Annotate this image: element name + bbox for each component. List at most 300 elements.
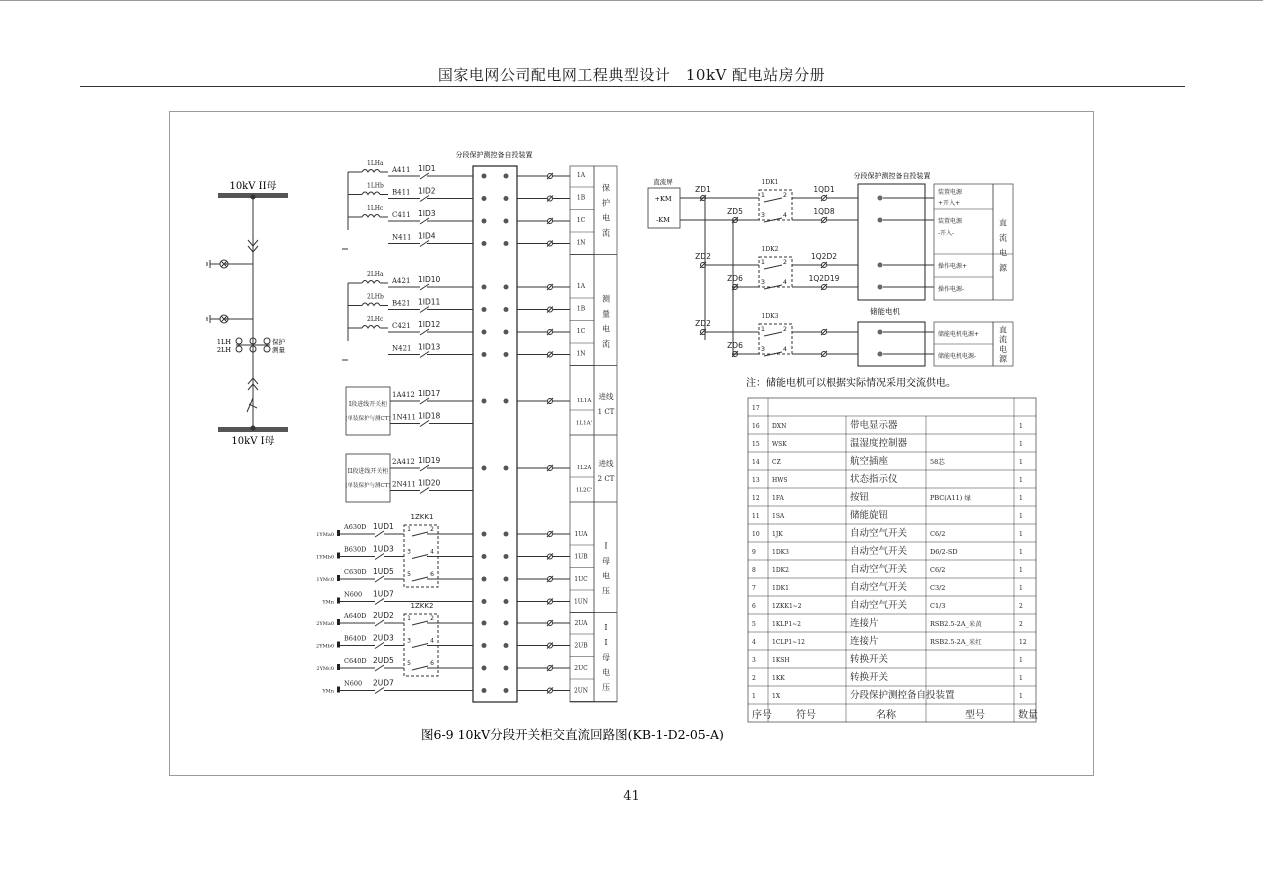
bom-cell-symbol: DXN [772, 423, 787, 430]
bom-header: 名称 [876, 710, 896, 721]
bom-cell-symbol: CZ [772, 459, 781, 466]
source-label: YMn [322, 688, 334, 695]
dc-right-label: 储能电机电源+ [938, 331, 980, 338]
bom-cell-qty: 1 [1019, 693, 1023, 700]
bom-header: 序号 [752, 710, 772, 721]
terminal-label: 1UD3 [373, 544, 394, 554]
breaker-pin: 3 [760, 211, 766, 219]
source-label: 1YMb0 [316, 554, 334, 561]
device-contact [504, 466, 509, 471]
device-contact [482, 621, 487, 626]
incoming-box-label: I段进线开关柜 [348, 401, 388, 408]
breaker-pin: 2 [782, 258, 788, 266]
breaker-contact [764, 198, 782, 202]
device-contact [482, 307, 487, 312]
wire-label: A411 [392, 166, 411, 174]
wire-label: N411 [392, 233, 412, 242]
dc-right-label: 储能电机电源- [938, 353, 977, 360]
bom-cell-model: PBC(A11) 绿 [930, 494, 971, 502]
source-terminal-block [337, 530, 340, 536]
source-terminal-block [337, 553, 340, 559]
device-contact [504, 643, 509, 648]
terminal-label: 1ID1 [418, 164, 436, 173]
source-terminal-block [337, 664, 340, 670]
incoming-box-note: (单装保护与测CT) [345, 416, 391, 422]
device-title-ac: 分段保护测控备自投装置 [455, 151, 533, 159]
bom-cell-index: 9 [752, 549, 756, 556]
device-contact [504, 599, 509, 604]
bom-cell-qty: 1 [1019, 495, 1023, 502]
dc-terminal-label: ZD2 [695, 319, 711, 328]
bom-cell-name: 航空插座 [850, 456, 889, 467]
device-contact [504, 399, 509, 404]
ct-winding-icon [362, 281, 380, 284]
code-label: 1UC [574, 576, 588, 583]
dc-right-label: -开入- [938, 230, 955, 237]
bom-cell-name: 储能旋钮 [850, 510, 889, 521]
device-contact [504, 621, 509, 626]
link-terminal-symbol [420, 421, 429, 427]
wire-label: B421 [392, 299, 411, 308]
device-contact [482, 174, 487, 179]
bom-cell-name: 连接片 [850, 618, 879, 629]
incoming-cabinet-box [346, 387, 390, 435]
bom-cell-index: 7 [752, 585, 756, 592]
terminal-label: 1ID4 [418, 231, 436, 241]
bom-cell-index: 10 [752, 531, 760, 538]
device-contact [504, 532, 509, 537]
wire-label: N600 [344, 590, 363, 599]
bom-cell-symbol: 1KLP1~2 [772, 621, 801, 628]
bom-cell-name: 温湿度控制器 [850, 438, 908, 449]
code-label: 1A [576, 283, 586, 290]
bom-cell-symbol: 1DK3 [772, 549, 789, 556]
dc-terminal-label: ZD2 [695, 252, 711, 261]
terminal-label: 1ID19 [418, 456, 441, 465]
bom-cell-name: 带电显示器 [850, 420, 898, 431]
bom-cell-name: 自动空气开关 [850, 600, 908, 611]
ct-name-label: 1LHa [367, 160, 384, 167]
breaker-contact [764, 265, 782, 269]
bom-cell-symbol: 1CLP1~12 [772, 639, 805, 646]
bom-cell-qty: 1 [1019, 675, 1023, 682]
bom-cell-model: D6/2-SD [930, 548, 958, 556]
dc-plus-label: +KM [654, 195, 672, 203]
device-contact [482, 577, 487, 582]
bom-cell-index: 12 [752, 495, 760, 502]
dc-side-label: 直流电源 [999, 325, 1007, 364]
dc-output-label: 1Q2D2 [811, 252, 837, 261]
terminal-label: 2UD3 [373, 633, 394, 643]
bom-cell-model: RSB2.5-2A_米黄 [930, 620, 982, 628]
bom-cell-index: 15 [752, 441, 760, 448]
wire-label: C640D [344, 657, 367, 665]
terminal-label: 1ID13 [418, 342, 441, 352]
breaker-pin: 2 [782, 325, 788, 333]
dc-right-label: 装置电源 [938, 218, 963, 225]
bom-cell-model: C6/2 [930, 566, 946, 574]
source-terminal-block [337, 619, 340, 625]
dc-breaker-label: 1DK1 [761, 179, 779, 186]
bom-cell-name: 转换开关 [850, 654, 889, 665]
code-label: 1L1A' [575, 420, 593, 427]
function-label-vertical: 保护电流 [602, 183, 610, 238]
source-label: 1YMc0 [316, 577, 334, 583]
switch-pin: 5 [407, 571, 411, 578]
function-label-vertical: 测量电流 [602, 294, 610, 349]
function-label: 1 CT [597, 408, 615, 416]
device-contact [482, 330, 487, 335]
terminal-label: 2UD2 [373, 611, 394, 620]
dc-right-label: 操作电源+ [938, 263, 968, 270]
wire-label: B630D [344, 545, 367, 554]
dc-output-label: 1Q2D19 [808, 274, 840, 283]
device-contact [482, 466, 487, 471]
device-title-dc: 分段保护测控备自投装置 [853, 172, 931, 180]
bom-cell-index: 1 [752, 693, 756, 700]
bom-cell-index: 16 [752, 423, 760, 430]
link-terminal-symbol [375, 688, 384, 694]
wire-label: 2N411 [392, 480, 416, 489]
switch-pin: 2 [430, 526, 434, 533]
dc-terminal-label: ZD1 [695, 185, 711, 194]
wire-label: B411 [392, 188, 411, 197]
ct-name-label: 1LHc [367, 205, 384, 212]
bom-cell-name: 状态指示仪 [850, 474, 898, 485]
bom-cell-symbol: 1KK [772, 675, 785, 682]
bom-cell-index: 3 [752, 657, 756, 664]
device-contact [482, 666, 487, 671]
bom-cell-qty: 1 [1019, 441, 1023, 448]
dc-device-contact [878, 263, 883, 268]
terminal-label: 1ID10 [418, 275, 441, 284]
source-label: 1YMa0 [316, 532, 334, 538]
wire-label: C630D [344, 568, 367, 576]
wire-label: 2A412 [392, 458, 415, 466]
bom-cell-qty: 1 [1019, 477, 1023, 484]
figure-caption: 图6-9 10kV分段开关柜交直流回路图(KB-1-D2-05-A) [421, 727, 724, 742]
bom-cell-index: 13 [752, 477, 760, 484]
breaker-pin: 3 [760, 345, 766, 353]
motor-label: 储能电机 [870, 307, 900, 316]
device-contact [482, 241, 487, 246]
bom-cell-name: 自动空气开关 [850, 528, 908, 539]
bom-cell-symbol: 1SA [772, 513, 785, 520]
bom-cell-index: 5 [752, 621, 756, 628]
dc-right-label: 操作电源- [938, 286, 965, 293]
bom-cell-name: 连接片 [850, 636, 879, 647]
device-box-ac [473, 166, 517, 702]
switch-pin: 6 [430, 660, 434, 667]
link-terminal-symbol [375, 576, 384, 582]
function-label: 2 CT [597, 475, 615, 483]
breaker-pin: 4 [782, 345, 788, 353]
motor-box [858, 322, 925, 366]
ct-role-protect: 保护 [272, 338, 285, 346]
switch-pin: 4 [430, 548, 434, 556]
bom-cell-model: 58芯 [930, 458, 945, 466]
code-label: 1L1A [576, 398, 592, 404]
source-terminal-block [337, 575, 340, 581]
bom-cell-symbol: 1FA [772, 495, 784, 502]
link-terminal-symbol [375, 531, 384, 537]
dc-output-label: 1QD8 [813, 207, 835, 216]
bom-cell-model: C1/3 [930, 602, 946, 610]
switch-contact [412, 577, 428, 581]
bom-cell-qty: 1 [1019, 423, 1023, 430]
wire-label: N600 [344, 679, 363, 688]
function-label-vertical: I 母电压 [602, 541, 610, 596]
bom-cell-index: 6 [752, 603, 756, 610]
terminal-label: 2UD7 [373, 678, 394, 688]
incoming-box-label: II段进线开关柜 [347, 468, 389, 475]
code-label: 1UA [574, 531, 588, 538]
device-contact [504, 577, 509, 582]
code-label: 1UN [573, 598, 589, 606]
switch-pin: 3 [407, 548, 411, 556]
dc-side-label: 直流电源 [999, 218, 1007, 273]
code-label: 1A [576, 172, 586, 179]
switch-pin: 6 [430, 571, 434, 578]
wire-label: N421 [392, 344, 412, 353]
bom-cell-qty: 1 [1019, 513, 1023, 520]
bom-header: 型号 [965, 710, 985, 721]
dc-device-box [858, 184, 925, 300]
wire-label: 1A412 [392, 391, 415, 399]
switch-contact [412, 532, 428, 536]
terminal-label: 1ID2 [418, 186, 436, 196]
code-label: 2UB [574, 642, 588, 650]
dc-breaker-label: 1DK2 [761, 246, 779, 253]
page-header-title: 国家电网公司配电网工程典型设计 10kV 配电站房分册 [437, 66, 826, 84]
source-label: 2YMb0 [316, 643, 334, 650]
function-label: 进线 [598, 392, 614, 401]
switch-contact [412, 621, 428, 625]
source-label: 2YMc0 [316, 666, 334, 672]
ct-name-label: 2LHc [367, 316, 384, 323]
incoming-box-note: (单装保护与测CT) [345, 483, 391, 489]
bom-cell-symbol: 1DK1 [772, 585, 789, 592]
wire-label: 1N411 [392, 413, 416, 422]
device-contact [504, 196, 509, 201]
device-contact [482, 219, 487, 224]
link-terminal-symbol [375, 599, 384, 605]
bom-cell-qty: 12 [1019, 639, 1027, 646]
switch-pin: 3 [407, 637, 411, 645]
source-label: YMn [322, 599, 334, 606]
device-contact [504, 285, 509, 290]
code-label: 1C [576, 217, 586, 224]
link-terminal-symbol [375, 620, 384, 626]
device-contact [482, 196, 487, 201]
device-contact [482, 554, 487, 559]
bom-cell-qty: 1 [1019, 459, 1023, 466]
terminal-label: 1UD1 [373, 522, 394, 531]
source-terminal-block [337, 642, 340, 648]
code-label: 1B [576, 305, 586, 313]
ct-name-label: 2LHb [367, 293, 384, 301]
bom-cell-name: 自动空气开关 [850, 582, 908, 593]
bom-cell-name: 按钮 [850, 492, 870, 503]
breaker-pin: 1 [760, 191, 766, 199]
wire-label: A421 [392, 277, 411, 285]
ct-winding-icon [362, 192, 380, 195]
bom-cell-symbol: 1KSH [772, 657, 790, 664]
link-terminal-symbol [420, 488, 429, 494]
breaker-pin: 4 [782, 278, 788, 286]
bom-cell-qty: 1 [1019, 549, 1023, 556]
terminal-label: 1ID18 [418, 411, 441, 421]
dc-device-contact [878, 352, 883, 357]
link-terminal-symbol [375, 643, 384, 649]
switch-pin: 2 [430, 615, 434, 622]
bom-header: 数量 [1018, 710, 1038, 721]
code-label: 1N [576, 239, 586, 247]
switch-contact [412, 555, 428, 559]
device-contact [504, 174, 509, 179]
ct-symbol-1 [236, 338, 242, 344]
code-label: 1N [576, 350, 586, 358]
bom-cell-symbol: 1ZKK1~2 [772, 603, 802, 610]
device-contact [504, 307, 509, 312]
device-contact [504, 219, 509, 224]
bom-cell-name: 自动空气开关 [850, 546, 908, 557]
dc-right-label: +开入+ [938, 200, 961, 207]
device-contact [482, 599, 487, 604]
busbar-ii-label: 10kV II母 [229, 181, 277, 192]
device-contact [482, 285, 487, 290]
bom-cell-symbol: 1DK2 [772, 567, 789, 574]
switch-pin: 1 [407, 526, 411, 533]
function-label-vertical: I I 母电压 [602, 622, 610, 692]
ct-symbol-2 [264, 338, 270, 344]
switch-contact [412, 666, 428, 670]
device-contact [482, 352, 487, 357]
bom-cell-name: 自动空气开关 [850, 564, 908, 575]
dc-device-contact [878, 330, 883, 335]
ct-winding-icon [362, 326, 380, 329]
bom-cell-index: 11 [752, 513, 760, 520]
breaker-pin: 1 [760, 258, 766, 266]
breaker-pin: 2 [782, 191, 788, 199]
breaker-contact [764, 332, 782, 336]
bom-cell-symbol: 1JK [772, 531, 783, 538]
wire-label: C411 [392, 211, 411, 219]
device-contact [504, 688, 509, 693]
breaker-pin: 4 [782, 211, 788, 219]
device-contact [482, 532, 487, 537]
device-contact [504, 241, 509, 246]
dc-minus-label: -KM [656, 216, 670, 224]
code-label: 2UN [573, 687, 589, 695]
bom-cell-qty: 2 [1019, 621, 1023, 628]
bom-cell-index: 14 [752, 459, 760, 466]
single-line-diagram [207, 193, 288, 432]
code-label: 1L2C' [575, 487, 593, 494]
dc-breaker-label: 1DK3 [761, 313, 779, 320]
switch-pin: 1 [407, 615, 411, 622]
source-terminal-block [337, 687, 340, 693]
function-label: 进线 [598, 459, 614, 468]
dc-terminal-label: ZD6 [727, 341, 743, 350]
device-contact [482, 399, 487, 404]
switch-label: 1ZKK1 [410, 513, 434, 521]
bom-cell-index: 4 [752, 639, 756, 646]
bom-cell-qty: 2 [1019, 603, 1023, 610]
bom-cell-index: 17 [752, 405, 760, 412]
source-label: 2YMa0 [316, 621, 334, 627]
device-contact [482, 643, 487, 648]
device-contact [482, 688, 487, 693]
wire-label: B640D [344, 634, 367, 643]
bom-cell-model: RSB2.5-2A_米红 [930, 638, 982, 646]
breaker-symbol [247, 398, 257, 412]
switch-contact [412, 644, 428, 648]
switch-pin: 5 [407, 660, 411, 667]
device-contact [504, 352, 509, 357]
wire-label: C421 [392, 322, 411, 330]
device-contact [504, 330, 509, 335]
ct-label-2lh: 2LH [216, 346, 231, 354]
code-label: 2UA [574, 620, 588, 627]
link-terminal-symbol [375, 665, 384, 671]
bom-cell-name: 转换开关 [850, 672, 889, 683]
bom-cell-qty: 1 [1019, 657, 1023, 664]
ct-winding-icon [362, 303, 380, 306]
terminal-label: 1ID20 [418, 478, 441, 488]
code-label: 2UC [574, 665, 588, 672]
page-number: 41 [623, 789, 640, 804]
device-contact [504, 666, 509, 671]
bom-cell-symbol: HWS [772, 477, 788, 484]
wire-label: A630D [344, 523, 367, 531]
bom-cell-symbol: 1X [772, 693, 781, 700]
ct-name-label: 1LHb [367, 182, 384, 190]
source-terminal-block [337, 598, 340, 604]
device-contact [504, 554, 509, 559]
bom-cell-model: C6/2 [930, 530, 946, 538]
incoming-cabinet-box [346, 454, 390, 502]
code-label: 1B [576, 194, 586, 202]
bom-cell-qty: 1 [1019, 567, 1023, 574]
terminal-label: 1UD7 [373, 589, 394, 599]
link-terminal-symbol [375, 554, 384, 560]
bom-cell-qty: 1 [1019, 585, 1023, 592]
switch-label: 1ZKK2 [410, 602, 434, 610]
dc-device-contact [878, 285, 883, 290]
dc-terminal-label: ZD5 [727, 207, 743, 216]
ct-winding-icon [362, 215, 380, 218]
ct-name-label: 2LHa [367, 271, 384, 278]
terminal-label: 1UD5 [373, 567, 394, 576]
busbar-i-label: 10kV I母 [231, 436, 275, 447]
code-label: 1UB [574, 553, 588, 561]
dc-device-contact [878, 196, 883, 201]
terminal-label: 1ID17 [418, 389, 441, 398]
terminal-label: 2UD5 [373, 656, 394, 665]
terminal-label: 1ID3 [418, 209, 436, 218]
dc-screen-label: 直流屏 [653, 178, 673, 186]
code-label: 1C [576, 328, 586, 335]
dc-note: 注：储能电机可以根据实际情况采用交流供电。 [746, 378, 956, 389]
ct-label-1lh: 1LH [216, 338, 231, 346]
bom-cell-index: 2 [752, 675, 756, 682]
switch-pin: 4 [430, 637, 434, 645]
code-label: 1L2A [576, 465, 592, 471]
ct-role-measure: 测量 [272, 346, 285, 354]
bom-header: 符号 [796, 710, 816, 721]
terminal-label: 1ID12 [418, 320, 441, 329]
